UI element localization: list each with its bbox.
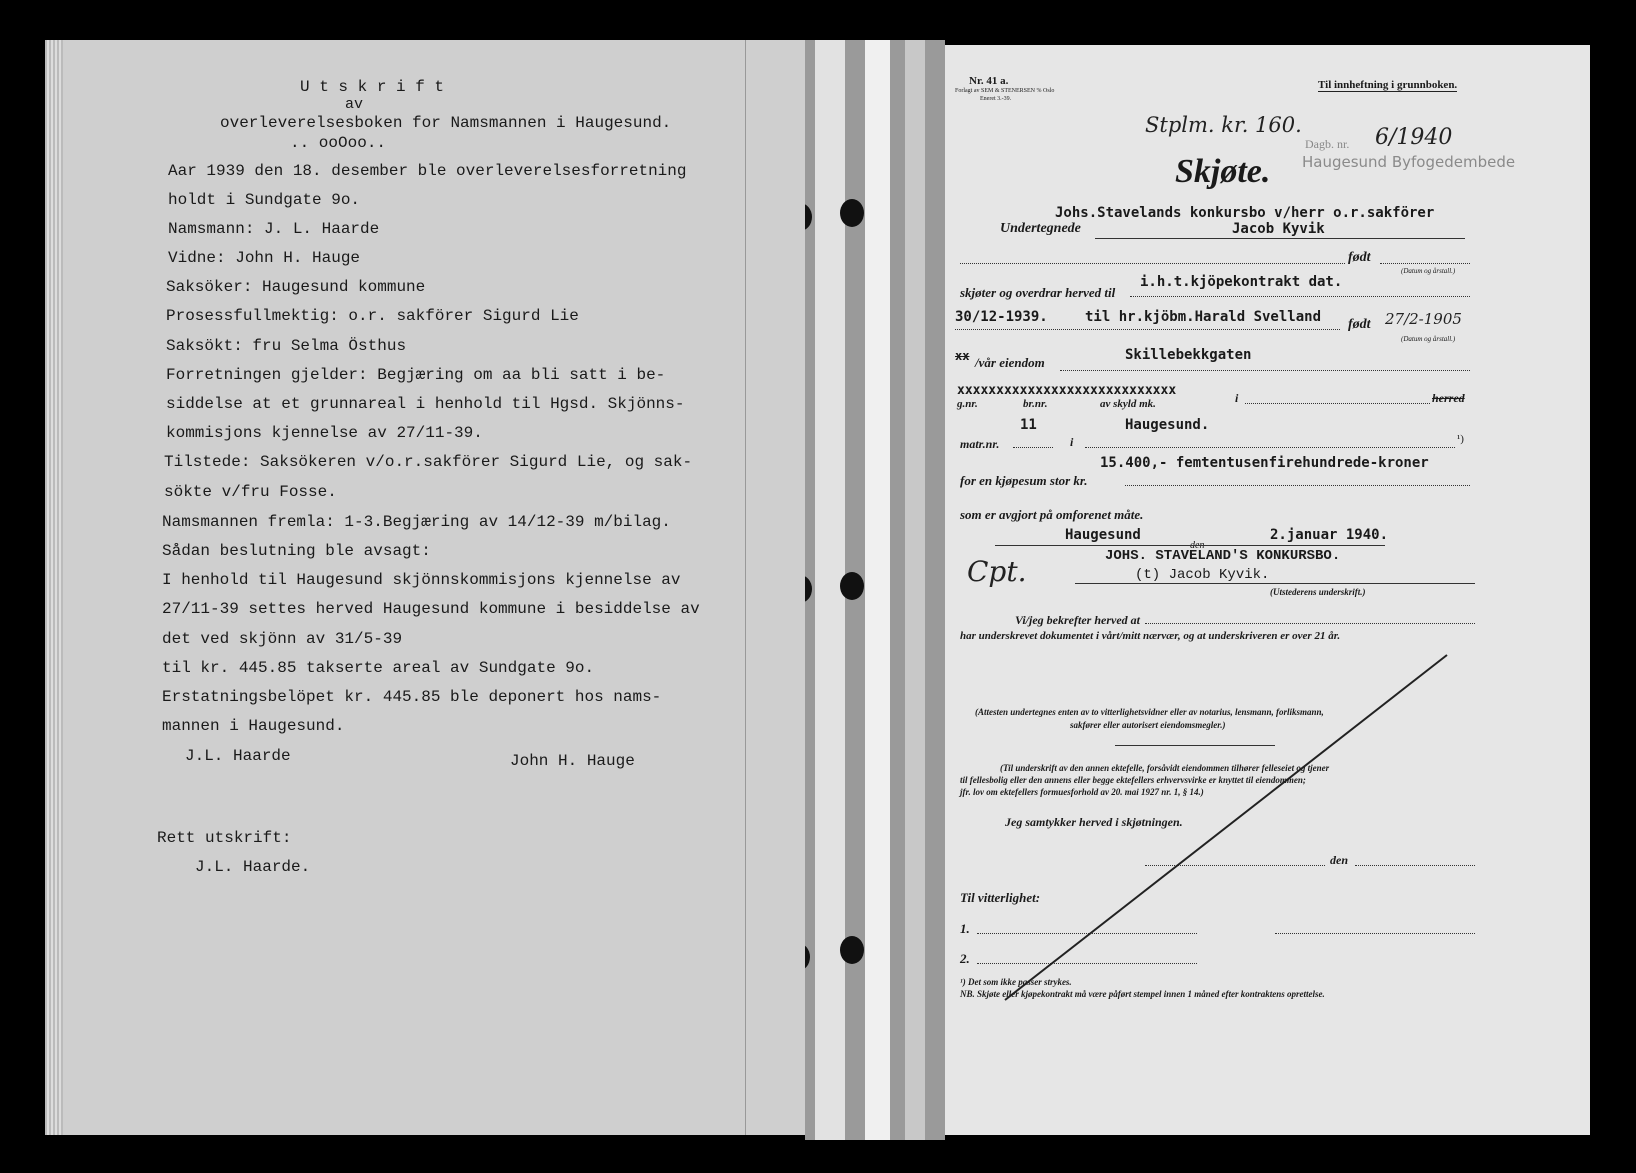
consent-statement: Jeg samtykker herved i skjøtningen. <box>1005 815 1183 829</box>
dagb-number: 6/1940 <box>1375 125 1453 150</box>
buyer-birthdate: 27/2-1905 <box>1385 310 1462 328</box>
transcript-line: Tilstede: Saksökeren v/o.r.sakförer Sigurd Lie, og sak- <box>164 453 693 471</box>
matr-number: 11 <box>1020 417 1037 433</box>
den-label: den <box>1190 540 1205 551</box>
utsteder-label: (Utstederens underskrift.) <box>1270 587 1366 597</box>
handwritten-mark: Cpt. <box>967 555 1027 588</box>
datum-note: (Datum og årstall.) <box>1401 267 1456 275</box>
buyer-name: til hr.kjöbm.Harald Svelland <box>1085 309 1322 325</box>
transcript-line: I henhold til Haugesund skjönnskommisjons kjennelse av <box>162 571 681 589</box>
registry-note: Til innheftning i grunnboken. <box>1318 79 1458 91</box>
footnote-nb: NB. Skjøte eller kjøpekontrakt må være påført stempel innen 1 måned efter kontraktens oprettelse. <box>960 989 1325 999</box>
purchase-price: 15.400,- femtentusenfirehundrede-kroner <box>1100 455 1429 471</box>
form-number: Nr. 41 a. <box>969 75 1009 87</box>
witness-intro: Vi/jeg bekrefter herved at <box>1015 613 1140 627</box>
witness-2-label: 2. <box>960 951 970 966</box>
left-page-transcript <box>45 40 805 1135</box>
transcript-line: Saksökt: fru Selma Östhus <box>166 337 407 355</box>
struck-gnr-row: xxxxxxxxxxxxxxxxxxxxxxxxxxxx <box>957 383 1177 398</box>
contract-date: 30/12-1939. <box>955 309 1048 325</box>
footnote-marker: ¹) <box>1457 433 1464 445</box>
page-fold-line <box>745 40 746 1135</box>
transcript-line: Namsmannen fremla: 1-3.Begjæring av 14/12-39 m/bilag. <box>162 513 671 531</box>
punch-hole <box>840 199 864 227</box>
document-title: Skjøte. <box>1175 153 1271 190</box>
transcript-line: sökte v/fru Fosse. <box>164 483 337 501</box>
spouse-note: jfr. lov om ektefellers formuesforhold av 20. mai 1927 nr. 1, § 14.) <box>960 787 1204 797</box>
skyld-label: av skyld mk. <box>1100 398 1156 410</box>
price-label: for en kjøpesum stor kr. <box>960 473 1088 488</box>
spouse-note: til fellesbolig eller den annens eller begge ektefellers erhvervsvirke er knyttet til eiendommen; <box>960 775 1306 785</box>
herred-label: herred <box>1432 391 1465 405</box>
transcript-line: Prosessfullmektig: o.r. sakförer Sigurd Lie <box>166 307 579 325</box>
transcript-line: til kr. 445.85 takserte areal av Sundgate 9o. <box>162 659 595 677</box>
attestation-note: (Attesten undertegnes enten av to vitterlighetsvidner eller av notarius, lensmann, forliksmann, <box>975 707 1324 717</box>
gutter-band <box>865 40 890 1140</box>
spouse-note: (Til underskrift av den annen ektefelle, forsåvidt eiendommen tilhører felleseiet og tjener <box>1000 763 1330 773</box>
transcript-line: holdt i Sundgate 9o. <box>168 191 361 209</box>
page-edge-stack <box>45 40 63 1135</box>
book-gutter <box>805 40 945 1140</box>
i-label: i <box>1235 391 1239 405</box>
cancellation-stroke <box>945 45 1590 1135</box>
signature-witness: John H. Hauge <box>510 752 635 770</box>
transcript-line: Forretningen gjelder: Begjæring om aa bli satt i be- <box>166 366 666 384</box>
heading-av: av <box>345 96 364 113</box>
dagb-label: Dagb. nr. <box>1305 137 1350 151</box>
transcript-line: Namsmann: J. L. Haarde <box>168 220 380 238</box>
seller-signature-stamp: JOHS. STAVELAND'S KONKURSBO. <box>1105 548 1341 564</box>
fodt-label: født <box>1348 250 1371 265</box>
eiendom-label: /vår eiendom <box>975 355 1045 370</box>
undertegnede-label: Undertegnede <box>1000 221 1081 236</box>
signing-place: Haugesund <box>1065 527 1141 543</box>
right-page-deed-form <box>945 45 1590 1135</box>
court-stamp: Haugesund Byfogedembede <box>1302 153 1516 171</box>
datum-note: (Datum og årstall.) <box>1401 335 1456 343</box>
transcript-line: det ved skjönn av 31/5-39 <box>162 630 403 648</box>
transcript-line: kommisjons kjennelse av 27/11-39. <box>166 424 483 442</box>
publisher-date: Eneret 3.-39. <box>980 96 1012 102</box>
witness-1-label: 1. <box>960 921 970 936</box>
vitterlighet-label: Til vitterlighet: <box>960 890 1041 905</box>
struck-prefix: xx <box>955 349 970 363</box>
seller-attorney: Jacob Kyvik <box>1232 221 1325 237</box>
transcript-line: Aar 1939 den 18. desember ble overleverelsesforretning <box>168 162 687 180</box>
seller-signature: (t) Jacob Kyvik. <box>1135 567 1270 583</box>
gutter-band <box>905 40 925 1140</box>
heading-subtitle: overleverelsesboken for Namsmannen i Haugesund. <box>220 114 672 132</box>
transcript-line: Saksöker: Haugesund kommune <box>166 278 426 296</box>
signature-namsmann: J.L. Haarde <box>185 747 291 765</box>
certification-label: Rett utskrift: <box>157 829 292 847</box>
matr-i-label: i <box>1070 435 1074 449</box>
transcript-line: Vidne: John H. Hauge <box>168 249 361 267</box>
transcript-line: Sådan beslutning ble avsagt: <box>162 542 431 560</box>
certification-signature: J.L. Haarde. <box>195 858 311 876</box>
buyer-fodt-label: født <box>1348 317 1371 332</box>
publisher-line: Forlagt av SEM & STENERSEN % Oslo <box>955 88 1055 94</box>
brnr-label: br.nr. <box>1023 398 1048 410</box>
transcript-line: 27/11-39 settes herved Haugesund kommune i besiddelse av <box>162 600 700 618</box>
witness-statement: har underskrevet dokumentet i vårt/mitt nærvær, og at underskriveren er over 21 år. <box>960 630 1341 642</box>
contract-reference: i.h.t.kjöpekontrakt dat. <box>1140 274 1343 290</box>
transcript-line: Erstatningsbelöpet kr. 445.85 ble deponert hos nams- <box>162 688 662 706</box>
gnr-label: g.nr. <box>957 398 978 410</box>
skjoter-label: skjøter og overdrar herved til <box>960 285 1116 300</box>
punch-hole <box>840 936 864 964</box>
matr-label: matr.nr. <box>960 437 1000 451</box>
heading-ornament: .. ooOoo.. <box>290 134 387 152</box>
den2-label: den <box>1330 853 1348 867</box>
property-street: Skillebekkgaten <box>1125 347 1252 363</box>
attestation-note: sakfører eller autorisert eiendomsmegler.) <box>1070 720 1226 730</box>
footnote: ¹) Det som ikke passer strykes. <box>960 977 1072 987</box>
transcript-line: siddelse at et grunnareal i henhold til Hgsd. Skjönns- <box>166 395 685 413</box>
municipality: Haugesund. <box>1125 417 1210 433</box>
handwritten-stamp-duty: Stplm. kr. 160. <box>1145 113 1302 137</box>
signing-date: 2.januar 1940. <box>1270 527 1389 543</box>
heading-title: U t s k r i f t <box>300 78 445 96</box>
punch-hole <box>840 572 864 600</box>
transcript-line: mannen i Haugesund. <box>162 717 345 735</box>
seller-name: Johs.Stavelands konkursbo v/herr o.r.sakförer <box>1055 205 1435 221</box>
payment-note: som er avgjort på omforenet måte. <box>960 507 1144 522</box>
